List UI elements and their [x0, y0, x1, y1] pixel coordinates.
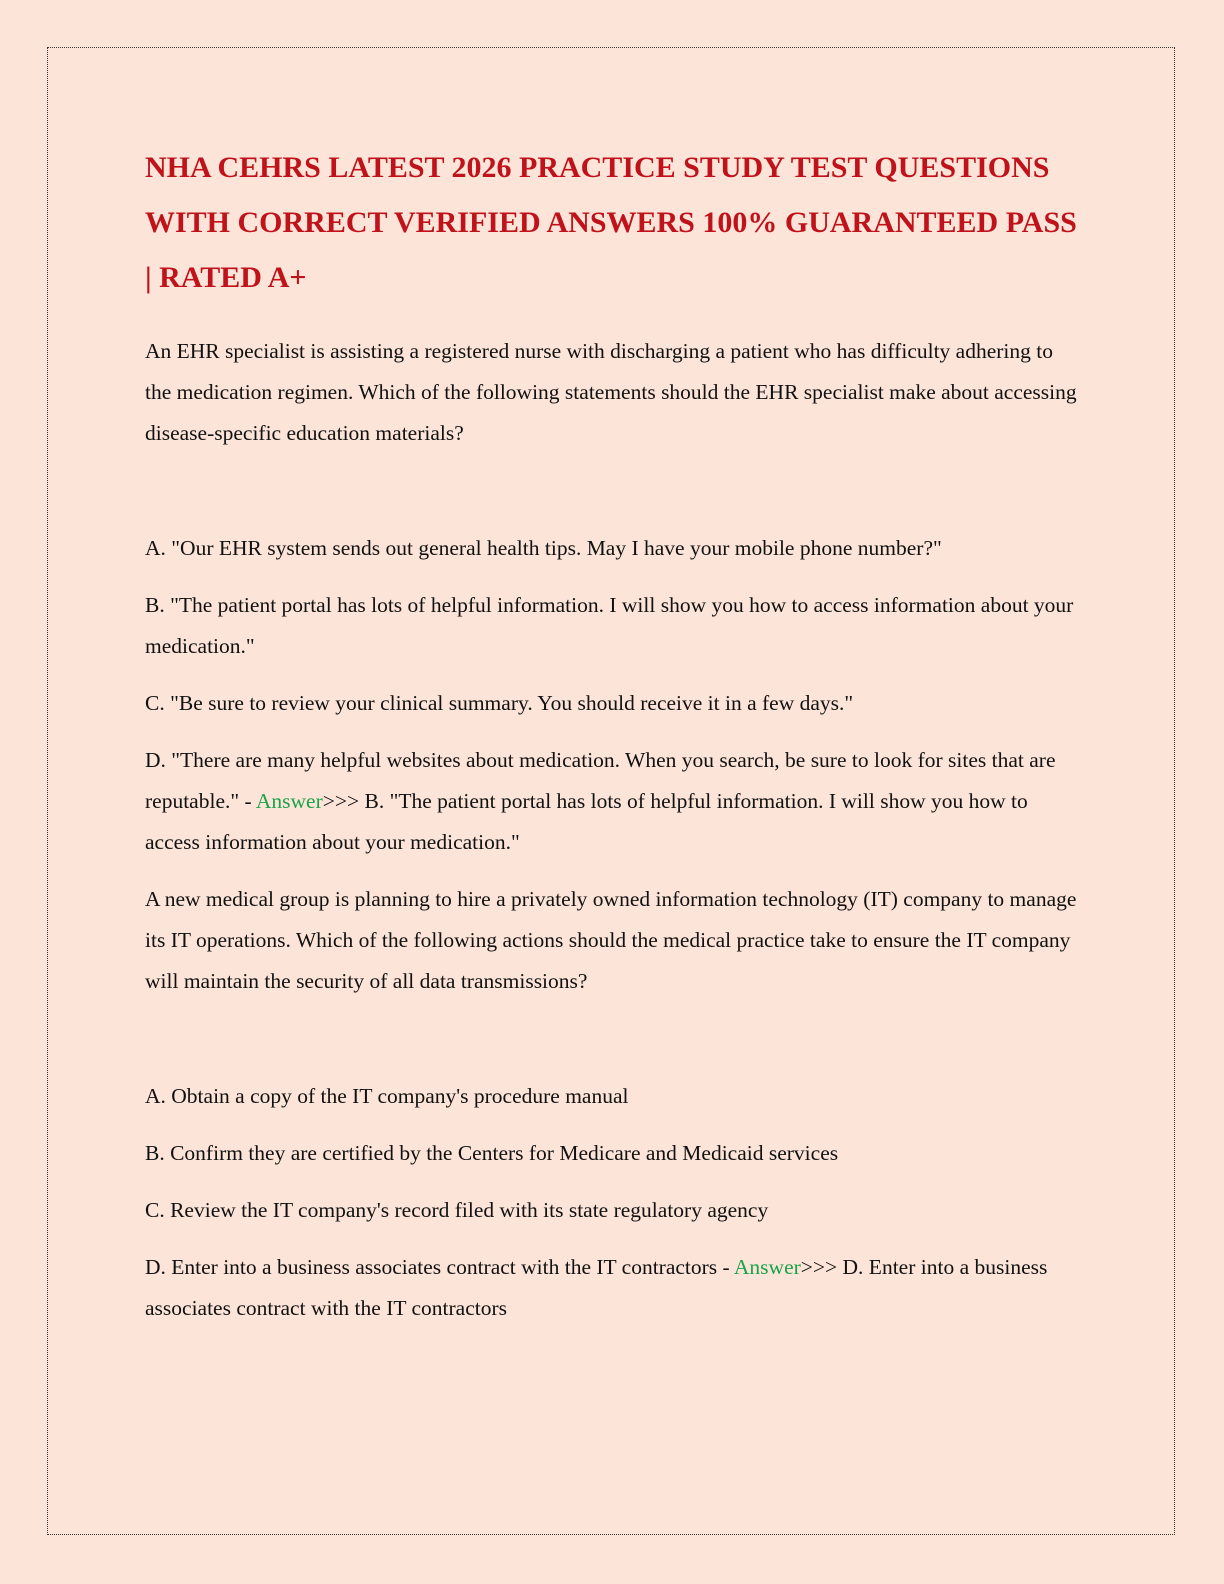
document-title: NHA CEHRS LATEST 2026 PRACTICE STUDY TEST QUESTIONS WITH CORRECT VERIFIED ANSWERS 100% GUARANTEED PASS | RATED A+ [145, 151, 1077, 294]
option-d-with-answer [145, 1247, 1080, 1329]
option-c: C. Review the IT company's record filed with its state regulatory agency [145, 1198, 769, 1222]
option-b: B. "The patient portal has lots of helpful information. I will show you how to access information about your medication." [145, 593, 1074, 658]
option-a: A. Obtain a copy of the IT company's procedure manual [145, 1084, 629, 1108]
option-b: B. Confirm they are certified by the Centers for Medicare and Medicaid services [145, 1141, 839, 1165]
option-c: C. "Be sure to review your clinical summary. You should receive it in a few days." [145, 691, 854, 715]
option-d-with-answer [145, 740, 1080, 863]
option-d: D. "There are many helpful websites about medication. When you search, be sure to look for sites that are reputable." - [145, 748, 1056, 813]
answer-label: Answer [733, 1255, 801, 1279]
question-block-2 [145, 879, 1080, 1329]
question-text: An EHR specialist is assisting a registered nurse with discharging a patient who has difficulty adhering to the medication regimen. Which of the following statements should the EHR specialist make about accessing disease-specific education materials? [145, 339, 1077, 445]
option-a: A. "Our EHR system sends out general health tips. May I have your mobile phone number?" [145, 536, 942, 560]
document-body [145, 140, 1080, 1345]
option-d: D. Enter into a business associates contract with the IT contractors - [145, 1255, 734, 1279]
question-block-1 [145, 331, 1080, 863]
answer-text: >>> B. "The patient portal has lots of helpful information. I will show you how to access information about your medication." [145, 789, 1028, 854]
answer-label: Answer [255, 789, 323, 813]
answer-text: >>> D. Enter into a business associates contract with the IT contractors [145, 1255, 1048, 1320]
question-text: A new medical group is planning to hire a privately owned information technology (IT) company to manage its IT operations. Which of the following actions should the medical practice take to ensure the IT company will maintain the security of all data transmissions? [145, 887, 1077, 993]
